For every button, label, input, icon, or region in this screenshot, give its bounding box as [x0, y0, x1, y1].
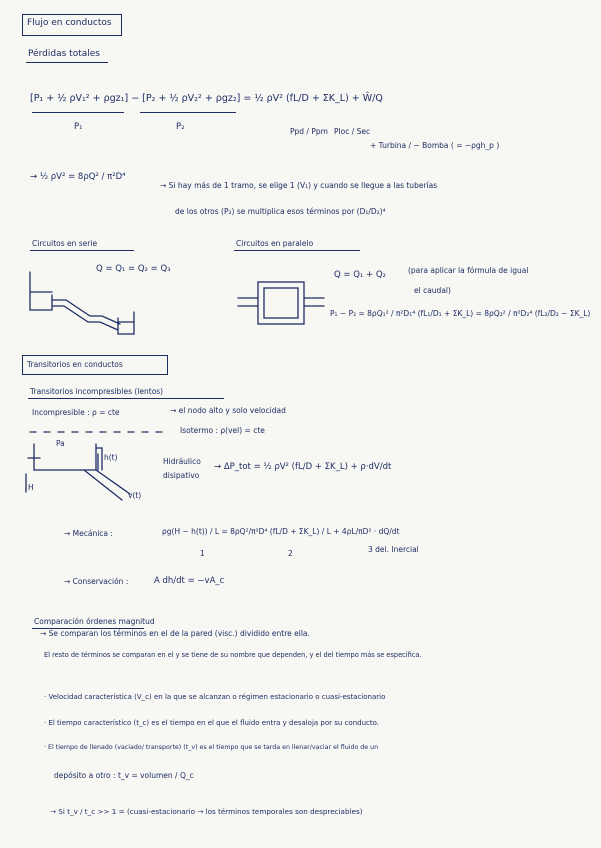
note-paralelo-2: el caudal)	[414, 286, 451, 295]
subheading-transitorios-incompresibles: Transitorios incompresibles (lentos)	[30, 387, 164, 396]
equation-serie: Q = Q₁ = Q₂ = Q₃	[96, 264, 171, 274]
label-turbina-bomba: + Turbina / − Bomba ( = −ρgh_p )	[370, 141, 500, 150]
comparacion-line-5: · El tiempo de llenado (vaciado/ transporte) (t_v) es el tiempo que se tarda en llenar/vaciar el fluido de un	[44, 744, 379, 751]
comparacion-line-4: · El tiempo característico (t_c) es el tiempo en el que el fluido entra y desaloja por su conducto.	[44, 719, 379, 727]
transient-tank-sketch	[26, 444, 130, 500]
equation-mecanica: ρg(H − h(t)) / L = 8ρQ²/π²D⁴ (fL/D + ΣK_L) / L + 4ρL/πD² · dQ/dt	[162, 527, 400, 536]
heading-transitorios: Transitorios en conductos	[27, 360, 123, 369]
label-mecanica: → Mecánica :	[64, 529, 113, 538]
note-multi-section-1: → Si hay más de 1 tramo, se elige 1 (V₁) y cuando se llegue a las tuberías	[160, 181, 438, 190]
equation-conservacion: A dh/dt = −vA_c	[154, 576, 225, 586]
label-disipativo: disipativo	[163, 471, 200, 480]
label-h-of-t: h(t)	[104, 453, 118, 462]
serie-circuit-sketch	[30, 272, 134, 334]
mecanica-term-2: 2	[288, 549, 293, 558]
paralelo-circuit-sketch	[238, 282, 324, 324]
note-paralelo-1: (para aplicar la fórmula de igual	[408, 266, 529, 275]
comparacion-line-1: → Se comparan los términos en el de la pared (visc.) dividido entre ella.	[40, 629, 310, 638]
mecanica-term-1: 1	[200, 549, 205, 558]
label-ppd: Ppd / Ppm	[290, 127, 328, 136]
label-conservacion: → Conservación :	[64, 577, 129, 586]
label-H: H	[28, 483, 34, 492]
mecanica-term-3: 3 del. Inercial	[368, 545, 419, 554]
equation-dynamic-pressure: → ½ ρV² = 8ρQ² / π²D⁴	[30, 172, 126, 182]
equation-paralelo-flow: Q = Q₁ + Q₂	[334, 270, 386, 280]
heading-comparacion: Comparación órdenes magnitud	[34, 617, 155, 626]
label-incompresible: Incompresible : ρ = cte	[32, 408, 120, 417]
heading-serie: Circuitos en serie	[32, 239, 98, 248]
comparacion-line-2: El resto de términos se comparan en el y se tiene de su nombre que dependen, y el del tiempo más se especifica.	[44, 651, 422, 659]
heading-perdidas: Pérdidas totales	[28, 49, 100, 59]
label-isotermo: Isotermo : ρ(vel) = cte	[180, 426, 265, 435]
label-hidraulico: Hidráulico	[163, 457, 201, 466]
comparacion-line-7: → Si t_v / t_c >> 1 = (cuasi-estacionario → los términos temporales son despreciables)	[50, 807, 363, 816]
equation-bernoulli-losses: [P₁ + ½ ρV₁² + ρgz₁] − [P₂ + ½ ρV₂² + ρgz₂] = ½ ρV² (fL/D + ΣK_L) + Ŵ/Q	[30, 93, 383, 104]
equation-transient-dp: → ΔP_tot = ½ ρV² (fL/D + ΣK_L) + ρ·dV/dt	[214, 462, 392, 472]
label-ploc: Ploc / Sec	[334, 127, 371, 136]
comparacion-line-6: depósito a otro : t_v = volumen / Q_c	[54, 771, 194, 780]
heading-paralelo: Circuitos en paralelo	[236, 239, 314, 248]
note-incompresible: → el nodo alto y solo velocidad	[170, 406, 286, 415]
label-v-of-t: v(t)	[128, 491, 142, 500]
label-p2: P₂	[176, 122, 185, 132]
page-title: Flujo en conductos	[27, 18, 112, 28]
label-pa: Pa	[56, 439, 65, 448]
note-multi-section-2: de los otros (P₂) se multiplica esos términos por (D₁/D₂)⁴	[175, 207, 386, 216]
equation-paralelo-pressure: P₁ − P₂ = 8ρQ₁² / π²D₁⁴ (fL₁/D₁ + ΣK_L) = 8ρQ₂² / π²D₂⁴ (fL₂/D₂ − ΣK_L)	[330, 309, 591, 318]
label-p1: P₁	[74, 122, 83, 132]
comparacion-line-3: · Velocidad característica (V_c) en la que se alcanzan o régimen estacionario o cuasi-estacionario	[44, 693, 386, 701]
